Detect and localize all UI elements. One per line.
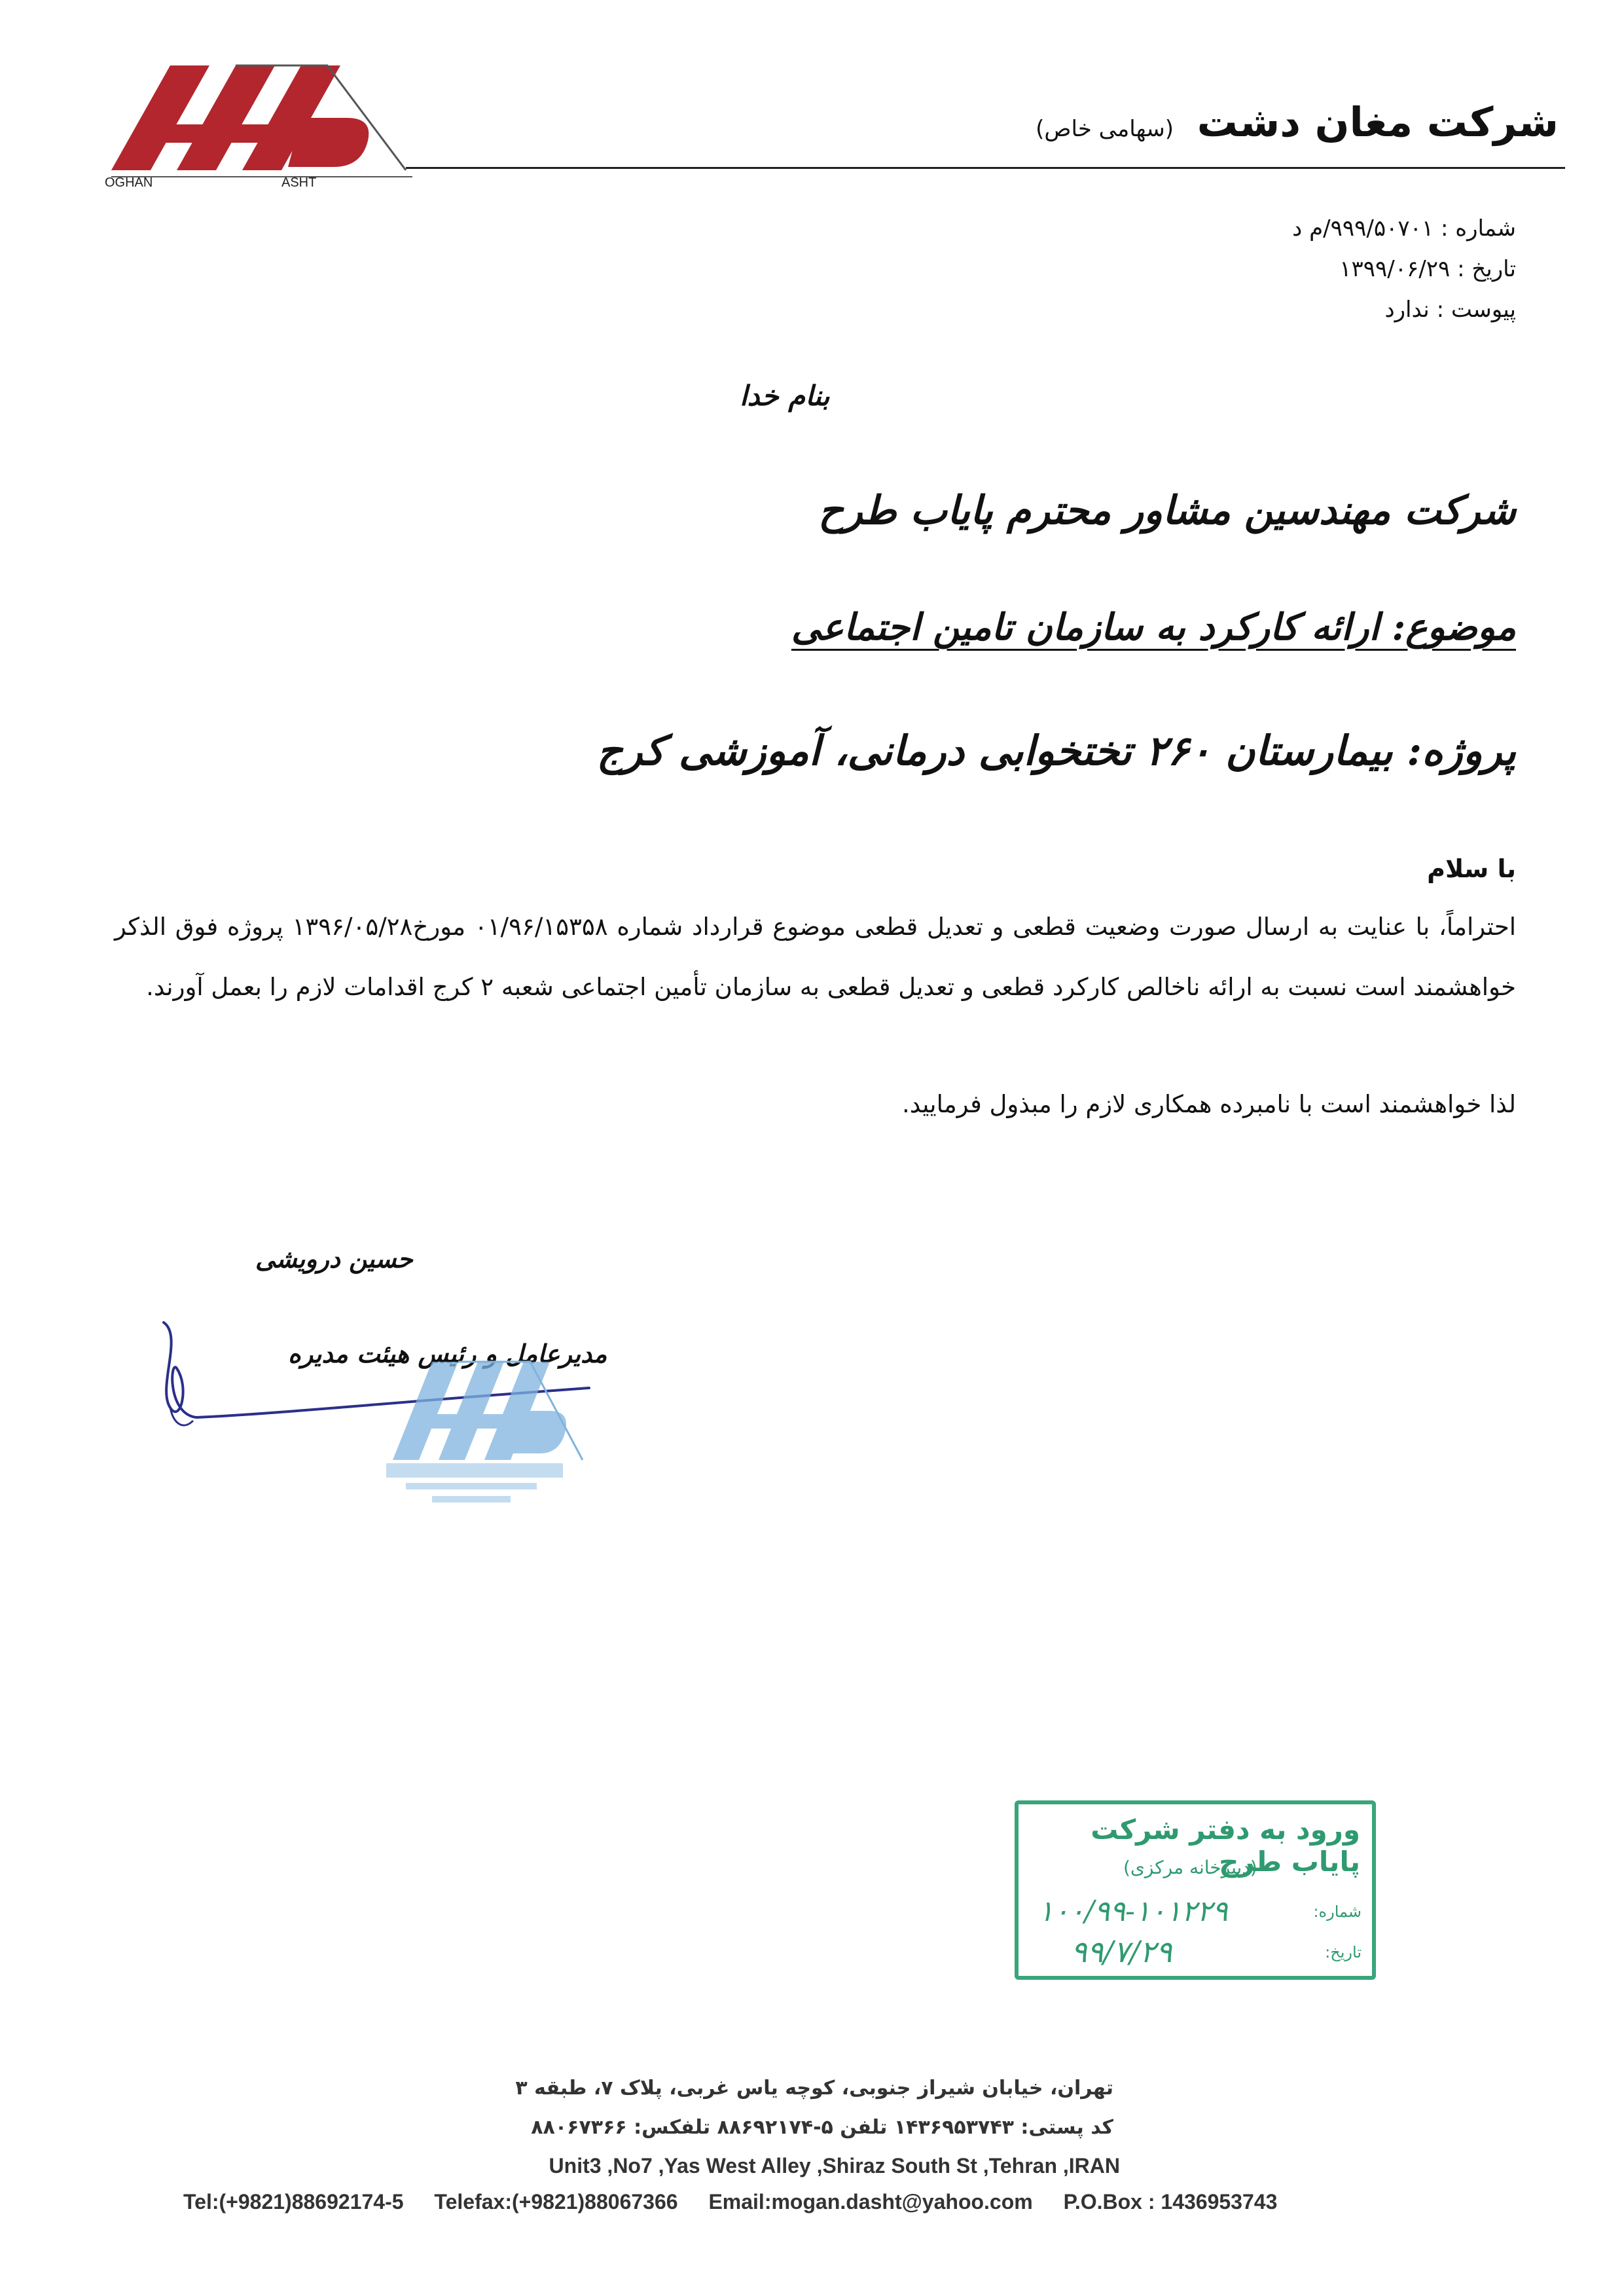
- letter-date: تاریخ : ۱۳۹۹/۰۶/۲۹: [1339, 256, 1516, 282]
- logo-crossbar: [151, 124, 308, 143]
- letter-body: احتراماً، با عنایت به ارسال صورت وضعیت قطعی و تعدیل قطعی موضوع قرارداد شماره ۰۱/۹۶/۱۵۳۵۸ مورخ۱۳۹۶/۰۵/۲۸ پروژه فوق الذکر خواهشمند است نسبت به ارائه ناخالص کارکرد قطعی و تعدیل قطعی به سازمان تأمین اجتماعی شعبه ۲ کرج اقدامات لازم را بعمل آورند.: [115, 913, 1516, 1001]
- basmala: بنام خدا: [740, 380, 830, 412]
- company-logo: [98, 52, 425, 190]
- letter-number: شماره : ۹۹۹/۵۰۷۰۱/م د: [1292, 215, 1516, 242]
- logo-d: [288, 118, 369, 167]
- logo-text-left: OGHAN: [105, 175, 153, 190]
- stamp-title: ورود به دفتر شرکت پایاب طرح: [1091, 1813, 1360, 1878]
- recipient: شرکت مهندسین مشاور محترم پایاب طرح: [818, 488, 1516, 534]
- stamp-number-value: ۱۰۰/۹۹-۱۰۱۲۲۹: [1038, 1895, 1228, 1928]
- company-name: [1036, 98, 1559, 146]
- subject-line: موضوع: ارائه کارکرد به سازمان تامین اجتماعی: [791, 606, 1516, 649]
- footer-contact: [183, 2190, 1302, 2214]
- greeting: با سلام: [1427, 854, 1516, 883]
- footer-postal-phone: کد پستی: ۱۴۳۶۹۵۳۷۴۳ تلفن ۵-۸۸۶۹۲۱۷۴ تلفکس: ۸۸۰۶۷۳۶۶: [531, 2116, 1113, 2139]
- footer-street-address: تهران، خیابان شیراز جنوبی، کوچه یاس غربی، پلاک ۷، طبقه ۳: [515, 2077, 1113, 2100]
- letter-attachment: پیوست : ندارد: [1384, 297, 1516, 323]
- footer-address-en: Unit3 ,No7 ,Yas West Alley ,Shiraz South St ,Tehran ,IRAN: [549, 2154, 1120, 2178]
- letter-meta: [1292, 208, 1516, 330]
- project-line: پروژه: بیمارستان ۲۶۰ تختخوابی درمانی، آموزشی کرج: [596, 727, 1516, 774]
- stamp-subtitle: (دبیرخانه مرکزی): [1123, 1857, 1257, 1878]
- footer-address-fa: [515, 2069, 1113, 2147]
- closing-line: لذا خواهشمند است با نامبرده همکاری لازم را مبذول فرمایید.: [901, 1090, 1516, 1118]
- header-divider: [406, 167, 1565, 169]
- footer-tel: Tel:(+9821)88692174-5: [183, 2190, 404, 2214]
- logo-text-right: ASHT: [281, 175, 317, 190]
- footer-pobox: P.O.Box : 1436953743: [1063, 2190, 1278, 2214]
- company-seal: [367, 1349, 589, 1532]
- footer-telefax: Telefax:(+9821)88067366: [434, 2190, 678, 2214]
- company-type: (سهامی خاص): [1036, 116, 1174, 142]
- stamp-date-value: ۹۹/۷/۲۹: [1071, 1934, 1172, 1969]
- stamp-number-label: شماره:: [1313, 1903, 1362, 1921]
- stamp-date-label: تاریخ:: [1325, 1943, 1362, 1961]
- footer-email[interactable]: Email:mogan.dasht@yahoo.com: [708, 2190, 1033, 2214]
- signer-name: حسین درویشی: [255, 1244, 413, 1273]
- incoming-stamp: [1015, 1800, 1376, 1980]
- signer-title: مدیرعامل و رئیس هیئت مدیره: [288, 1339, 607, 1368]
- company-name-text: شرکت مغان دشت: [1197, 98, 1559, 146]
